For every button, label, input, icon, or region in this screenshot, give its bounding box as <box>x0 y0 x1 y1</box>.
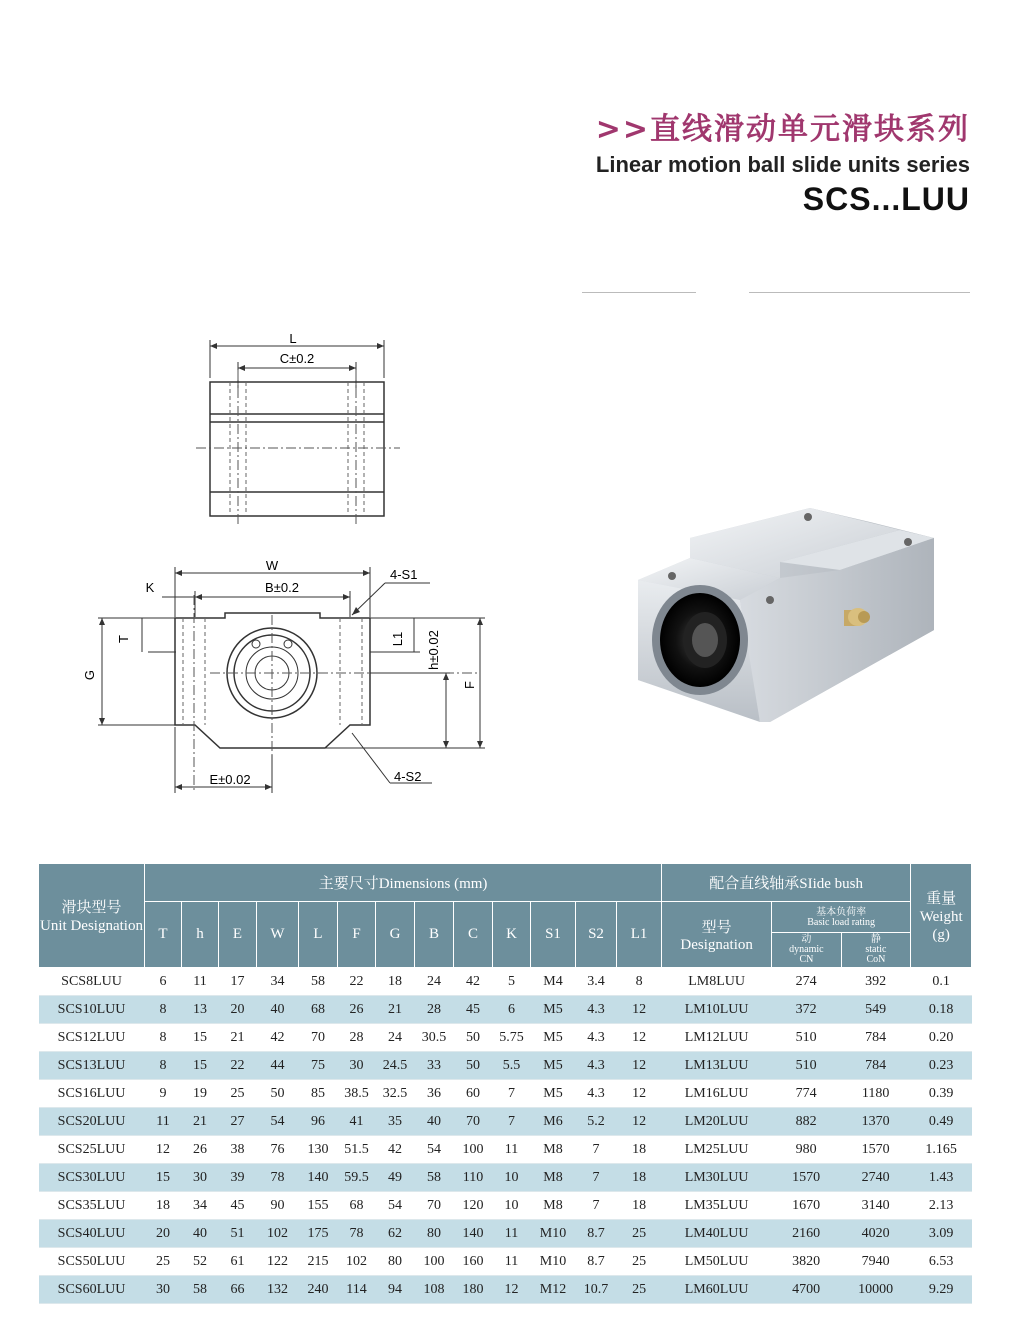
table-cell: 0.1 <box>911 968 972 996</box>
table-cell: SCS50LUU <box>39 1248 145 1276</box>
table-cell: 70 <box>299 1024 338 1052</box>
model-series-title: SCS...LUU <box>802 181 970 217</box>
table-cell: 28 <box>338 1024 376 1052</box>
table-cell: M5 <box>531 1024 576 1052</box>
table-cell: 215 <box>299 1248 338 1276</box>
table-row <box>39 1164 972 1192</box>
table-cell: SCS8LUU <box>39 968 145 996</box>
table-cell: 21 <box>219 1024 257 1052</box>
table-cell: LM20LUU <box>662 1108 772 1136</box>
product-photo <box>630 500 945 730</box>
table-cell: SCS16LUU <box>39 1080 145 1108</box>
bush-designation-header <box>662 902 772 968</box>
table-cell: 42 <box>376 1136 415 1164</box>
table-cell: M5 <box>531 1080 576 1108</box>
table-row <box>39 1276 972 1304</box>
table-cell: 25 <box>617 1276 662 1304</box>
table-cell: 20 <box>145 1220 182 1248</box>
table-cell: 25 <box>219 1080 257 1108</box>
table-cell: 39 <box>219 1164 257 1192</box>
table-cell: 2.13 <box>911 1192 972 1220</box>
table-cell: 66 <box>219 1276 257 1304</box>
table-cell: SCS20LUU <box>39 1108 145 1136</box>
table-cell: 7 <box>576 1192 617 1220</box>
table-cell: 68 <box>338 1192 376 1220</box>
table-cell: 50 <box>454 1052 493 1080</box>
dim-col-header: F <box>338 902 376 968</box>
table-cell: 70 <box>454 1108 493 1136</box>
table-cell: 4.3 <box>576 1052 617 1080</box>
table-cell: 7 <box>493 1080 531 1108</box>
dynamic-cn: 动 <box>801 934 812 945</box>
table-cell: 6 <box>493 996 531 1024</box>
divider-line <box>582 292 696 293</box>
table-cell: 30 <box>338 1052 376 1080</box>
table-cell: 40 <box>182 1220 219 1248</box>
table-cell: 59.5 <box>338 1164 376 1192</box>
page-title-en: Linear motion ball slide units series <box>595 152 970 177</box>
weight-header <box>911 864 972 968</box>
table-cell: 1670 <box>772 1192 841 1220</box>
table-cell: M10 <box>531 1248 576 1276</box>
table-cell: 11 <box>145 1108 182 1136</box>
label-W: W <box>265 558 279 573</box>
table-cell: 784 <box>841 1024 911 1052</box>
table-row <box>39 1108 972 1136</box>
table-row <box>39 968 972 996</box>
specification-table <box>38 863 972 1304</box>
table-cell: 7 <box>576 1164 617 1192</box>
table-cell: 85 <box>299 1080 338 1108</box>
table-cell: 11 <box>182 968 219 996</box>
table-cell: 12 <box>617 1108 662 1136</box>
table-cell: 9.29 <box>911 1276 972 1304</box>
table-cell: 12 <box>617 996 662 1024</box>
table-cell: 7940 <box>841 1248 911 1276</box>
label-F: F <box>462 681 477 689</box>
dim-col-header: C <box>454 902 493 968</box>
label-K: K <box>145 580 155 595</box>
table-cell: 58 <box>182 1276 219 1304</box>
table-cell: 8 <box>145 1052 182 1080</box>
table-cell: 41 <box>338 1108 376 1136</box>
table-cell: SCS40LUU <box>39 1220 145 1248</box>
table-cell: 24 <box>415 968 454 996</box>
table-cell: 58 <box>299 968 338 996</box>
table-cell: 40 <box>257 996 299 1024</box>
table-cell: 42 <box>454 968 493 996</box>
table-cell: 774 <box>772 1080 841 1108</box>
table-cell: 4700 <box>772 1276 841 1304</box>
table-cell: 120 <box>454 1192 493 1220</box>
table-cell: M4 <box>531 968 576 996</box>
label-C: C±0.2 <box>279 351 315 366</box>
table-row <box>39 1052 972 1080</box>
divider-line <box>749 292 970 293</box>
dim-col-header: E <box>219 902 257 968</box>
table-cell: 25 <box>617 1248 662 1276</box>
table-cell: LM12LUU <box>662 1024 772 1052</box>
table-cell: 784 <box>841 1052 911 1080</box>
dim-col-header: L1 <box>617 902 662 968</box>
table-cell: SCS12LUU <box>39 1024 145 1052</box>
table-cell: 510 <box>772 1024 841 1052</box>
table-cell: 132 <box>257 1276 299 1304</box>
table-cell: 45 <box>219 1192 257 1220</box>
table-cell: 24.5 <box>376 1052 415 1080</box>
table-cell: 1180 <box>841 1080 911 1108</box>
table-cell: 2160 <box>772 1220 841 1248</box>
table-cell: 30.5 <box>415 1024 454 1052</box>
table-cell: 34 <box>257 968 299 996</box>
dim-col-header: G <box>376 902 415 968</box>
table-cell: 372 <box>772 996 841 1024</box>
table-cell: 22 <box>219 1052 257 1080</box>
table-cell: LM10LUU <box>662 996 772 1024</box>
table-cell: 38.5 <box>338 1080 376 1108</box>
table-cell: 108 <box>415 1276 454 1304</box>
page-title-cn: >>直线滑动单元滑块系列 <box>595 112 970 147</box>
table-cell: 35 <box>376 1108 415 1136</box>
table-cell: 110 <box>454 1164 493 1192</box>
table-cell: 12 <box>493 1276 531 1304</box>
table-cell: 180 <box>454 1276 493 1304</box>
dim-col-header: S2 <box>576 902 617 968</box>
table-row <box>39 1248 972 1276</box>
dynamic-col <box>772 933 842 967</box>
table-cell: 78 <box>338 1220 376 1248</box>
dim-col-header: T <box>145 902 182 968</box>
weight-header-en: Weight (g) <box>919 909 963 943</box>
table-cell: 114 <box>338 1276 376 1304</box>
table-cell: 52 <box>182 1248 219 1276</box>
table-cell: 9 <box>145 1080 182 1108</box>
load-rating-cn: 基本负荷率 <box>816 907 867 918</box>
table-cell: SCS13LUU <box>39 1052 145 1080</box>
table-cell: 10 <box>493 1164 531 1192</box>
table-cell: SCS10LUU <box>39 996 145 1024</box>
table-cell: 15 <box>182 1024 219 1052</box>
front-view-drawing <box>80 555 500 805</box>
table-row <box>39 996 972 1024</box>
table-cell: 3140 <box>841 1192 911 1220</box>
table-cell: SCS35LUU <box>39 1192 145 1220</box>
table-cell: 18 <box>145 1192 182 1220</box>
dim-col-header: W <box>257 902 299 968</box>
static-cn: 静 <box>870 934 881 945</box>
table-cell: M8 <box>531 1192 576 1220</box>
load-rating-en: Basic load rating <box>807 917 876 928</box>
table-cell: SCS60LUU <box>39 1276 145 1304</box>
table-cell: 1370 <box>841 1108 911 1136</box>
table-cell: 25 <box>617 1220 662 1248</box>
table-cell: 18 <box>376 968 415 996</box>
table-cell: 26 <box>338 996 376 1024</box>
table-cell: 100 <box>454 1136 493 1164</box>
table-cell: 102 <box>257 1220 299 1248</box>
table-cell: 1.43 <box>911 1164 972 1192</box>
table-cell: 45 <box>454 996 493 1024</box>
table-cell: 49 <box>376 1164 415 1192</box>
table-cell: 0.49 <box>911 1108 972 1136</box>
table-cell: 19 <box>182 1080 219 1108</box>
table-cell: LM8LUU <box>662 968 772 996</box>
table-cell: SCS25LUU <box>39 1136 145 1164</box>
label-E: E±0.02 <box>209 772 251 787</box>
table-cell: LM30LUU <box>662 1164 772 1192</box>
table-cell: 27 <box>219 1108 257 1136</box>
static-col <box>842 933 911 967</box>
table-cell: 4.3 <box>576 1024 617 1052</box>
table-cell: 38 <box>219 1136 257 1164</box>
table-cell: 8.7 <box>576 1220 617 1248</box>
table-cell: 4020 <box>841 1220 911 1248</box>
bush-designation-cn: 型号 <box>701 919 732 936</box>
table-cell: 1.165 <box>911 1136 972 1164</box>
table-row <box>39 1136 972 1164</box>
table-cell: 62 <box>376 1220 415 1248</box>
table-cell: 33 <box>415 1052 454 1080</box>
table-cell: 1570 <box>841 1136 911 1164</box>
table-cell: 36 <box>415 1080 454 1108</box>
table-cell: LM13LUU <box>662 1052 772 1080</box>
table-cell: 3820 <box>772 1248 841 1276</box>
table-cell: 21 <box>182 1108 219 1136</box>
table-cell: 0.18 <box>911 996 972 1024</box>
table-cell: 5.2 <box>576 1108 617 1136</box>
table-cell: 155 <box>299 1192 338 1220</box>
table-cell: 30 <box>182 1164 219 1192</box>
label-L1: L1 <box>390 631 405 647</box>
table-cell: 94 <box>376 1276 415 1304</box>
table-cell: 40 <box>415 1108 454 1136</box>
table-cell: 11 <box>493 1248 531 1276</box>
slide-bush-header: 配合直线轴承SIide bush <box>662 864 911 902</box>
table-cell: 54 <box>257 1108 299 1136</box>
table-cell: 90 <box>257 1192 299 1220</box>
table-cell: 11 <box>493 1136 531 1164</box>
table-cell: 100 <box>415 1248 454 1276</box>
table-cell: 10000 <box>841 1276 911 1304</box>
table-cell: LM35LUU <box>662 1192 772 1220</box>
table-cell: 4.3 <box>576 996 617 1024</box>
table-cell: LM16LUU <box>662 1080 772 1108</box>
table-cell: 34 <box>182 1192 219 1220</box>
table-cell: 6 <box>145 968 182 996</box>
table-cell: 0.39 <box>911 1080 972 1108</box>
table-row <box>39 1024 972 1052</box>
dynamic-en: dynamic <box>789 944 824 955</box>
table-cell: 5.5 <box>493 1052 531 1080</box>
static-en: static <box>865 944 887 955</box>
table-cell: 70 <box>415 1192 454 1220</box>
table-cell: 76 <box>257 1136 299 1164</box>
table-cell: 8 <box>145 1024 182 1052</box>
table-cell: 6.53 <box>911 1248 972 1276</box>
table-cell: LM25LUU <box>662 1136 772 1164</box>
table-cell: M5 <box>531 996 576 1024</box>
table-cell: M6 <box>531 1108 576 1136</box>
table-cell: 12 <box>145 1136 182 1164</box>
table-cell: 18 <box>617 1136 662 1164</box>
table-cell: 122 <box>257 1248 299 1276</box>
label-L: L <box>289 331 297 346</box>
label-T: T <box>116 635 131 643</box>
table-row <box>39 1220 972 1248</box>
table-cell: M5 <box>531 1052 576 1080</box>
table-cell: 50 <box>257 1080 299 1108</box>
label-4-S2: 4-S2 <box>394 769 422 784</box>
table-cell: 175 <box>299 1220 338 1248</box>
table-cell: 2740 <box>841 1164 911 1192</box>
table-cell: 7 <box>576 1136 617 1164</box>
table-cell: M12 <box>531 1276 576 1304</box>
dimensions-header: 主要尺寸Dimensions (mm) <box>145 864 662 902</box>
table-cell: 15 <box>182 1052 219 1080</box>
table-cell: 26 <box>182 1136 219 1164</box>
table-cell: 10.7 <box>576 1276 617 1304</box>
table-cell: 12 <box>617 1024 662 1052</box>
table-cell: 5 <box>493 968 531 996</box>
table-cell: 7 <box>493 1108 531 1136</box>
dynamic-unit: CN <box>799 954 814 965</box>
label-B: B±0.2 <box>265 580 299 595</box>
table-cell: 3.09 <box>911 1220 972 1248</box>
table-cell: 20 <box>219 996 257 1024</box>
table-cell: 18 <box>617 1192 662 1220</box>
table-cell: 24 <box>376 1024 415 1052</box>
label-4-S1: 4-S1 <box>390 567 418 582</box>
table-cell: 8 <box>145 996 182 1024</box>
unit-header-cn: 滑块型号 <box>61 900 122 916</box>
table-cell: 240 <box>299 1276 338 1304</box>
table-cell: 60 <box>454 1080 493 1108</box>
table-cell: 1570 <box>772 1164 841 1192</box>
table-cell: 32.5 <box>376 1080 415 1108</box>
table-cell: SCS30LUU <box>39 1164 145 1192</box>
table-cell: 54 <box>376 1192 415 1220</box>
table-cell: M10 <box>531 1220 576 1248</box>
table-cell: M8 <box>531 1164 576 1192</box>
table-cell: 160 <box>454 1248 493 1276</box>
table-cell: 18 <box>617 1164 662 1192</box>
table-cell: 17 <box>219 968 257 996</box>
table-cell: 5.75 <box>493 1024 531 1052</box>
static-unit: CoN <box>866 954 886 965</box>
unit-header-en: Unit Designation <box>40 918 143 934</box>
table-cell: 68 <box>299 996 338 1024</box>
table-cell: 392 <box>841 968 911 996</box>
table-cell: LM40LUU <box>662 1220 772 1248</box>
table-cell: 274 <box>772 968 841 996</box>
table-cell: 549 <box>841 996 911 1024</box>
table-cell: 0.23 <box>911 1052 972 1080</box>
table-cell: 80 <box>415 1220 454 1248</box>
label-h: h±0.02 <box>426 630 441 670</box>
table-cell: 102 <box>338 1248 376 1276</box>
table-cell: 15 <box>145 1164 182 1192</box>
table-cell: 61 <box>219 1248 257 1276</box>
top-view-drawing <box>190 330 410 530</box>
table-row <box>39 1192 972 1220</box>
table-cell: 3.4 <box>576 968 617 996</box>
unit-designation-header <box>39 864 145 968</box>
load-rating-header <box>772 902 911 968</box>
table-row <box>39 1080 972 1108</box>
table-cell: 58 <box>415 1164 454 1192</box>
dim-col-header: B <box>415 902 454 968</box>
table-cell: 140 <box>454 1220 493 1248</box>
weight-header-cn: 重量 <box>926 891 957 907</box>
table-cell: LM50LUU <box>662 1248 772 1276</box>
table-cell: 54 <box>415 1136 454 1164</box>
table-cell: 510 <box>772 1052 841 1080</box>
table-cell: 11 <box>493 1220 531 1248</box>
table-cell: 42 <box>257 1024 299 1052</box>
table-cell: 25 <box>145 1248 182 1276</box>
table-cell: 51 <box>219 1220 257 1248</box>
table-cell: 30 <box>145 1276 182 1304</box>
table-cell: 80 <box>376 1248 415 1276</box>
table-cell: 980 <box>772 1136 841 1164</box>
table-cell: 12 <box>617 1052 662 1080</box>
table-cell: 21 <box>376 996 415 1024</box>
dim-col-header: h <box>182 902 219 968</box>
table-cell: LM60LUU <box>662 1276 772 1304</box>
dim-col-header: K <box>493 902 531 968</box>
dim-col-header: L <box>299 902 338 968</box>
label-G: G <box>82 669 97 681</box>
table-cell: 75 <box>299 1052 338 1080</box>
table-cell: 28 <box>415 996 454 1024</box>
table-cell: 8.7 <box>576 1248 617 1276</box>
table-cell: 12 <box>617 1080 662 1108</box>
table-cell: 78 <box>257 1164 299 1192</box>
table-cell: 50 <box>454 1024 493 1052</box>
table-cell: 140 <box>299 1164 338 1192</box>
table-cell: 13 <box>182 996 219 1024</box>
table-cell: M8 <box>531 1136 576 1164</box>
table-cell: 8 <box>617 968 662 996</box>
table-cell: 10 <box>493 1192 531 1220</box>
table-cell: 44 <box>257 1052 299 1080</box>
table-cell: 4.3 <box>576 1080 617 1108</box>
table-cell: 882 <box>772 1108 841 1136</box>
table-cell: 130 <box>299 1136 338 1164</box>
dim-col-header: S1 <box>531 902 576 968</box>
table-cell: 22 <box>338 968 376 996</box>
table-cell: 51.5 <box>338 1136 376 1164</box>
table-cell: 96 <box>299 1108 338 1136</box>
bush-designation-en: Designation <box>680 936 753 953</box>
table-cell: 0.20 <box>911 1024 972 1052</box>
